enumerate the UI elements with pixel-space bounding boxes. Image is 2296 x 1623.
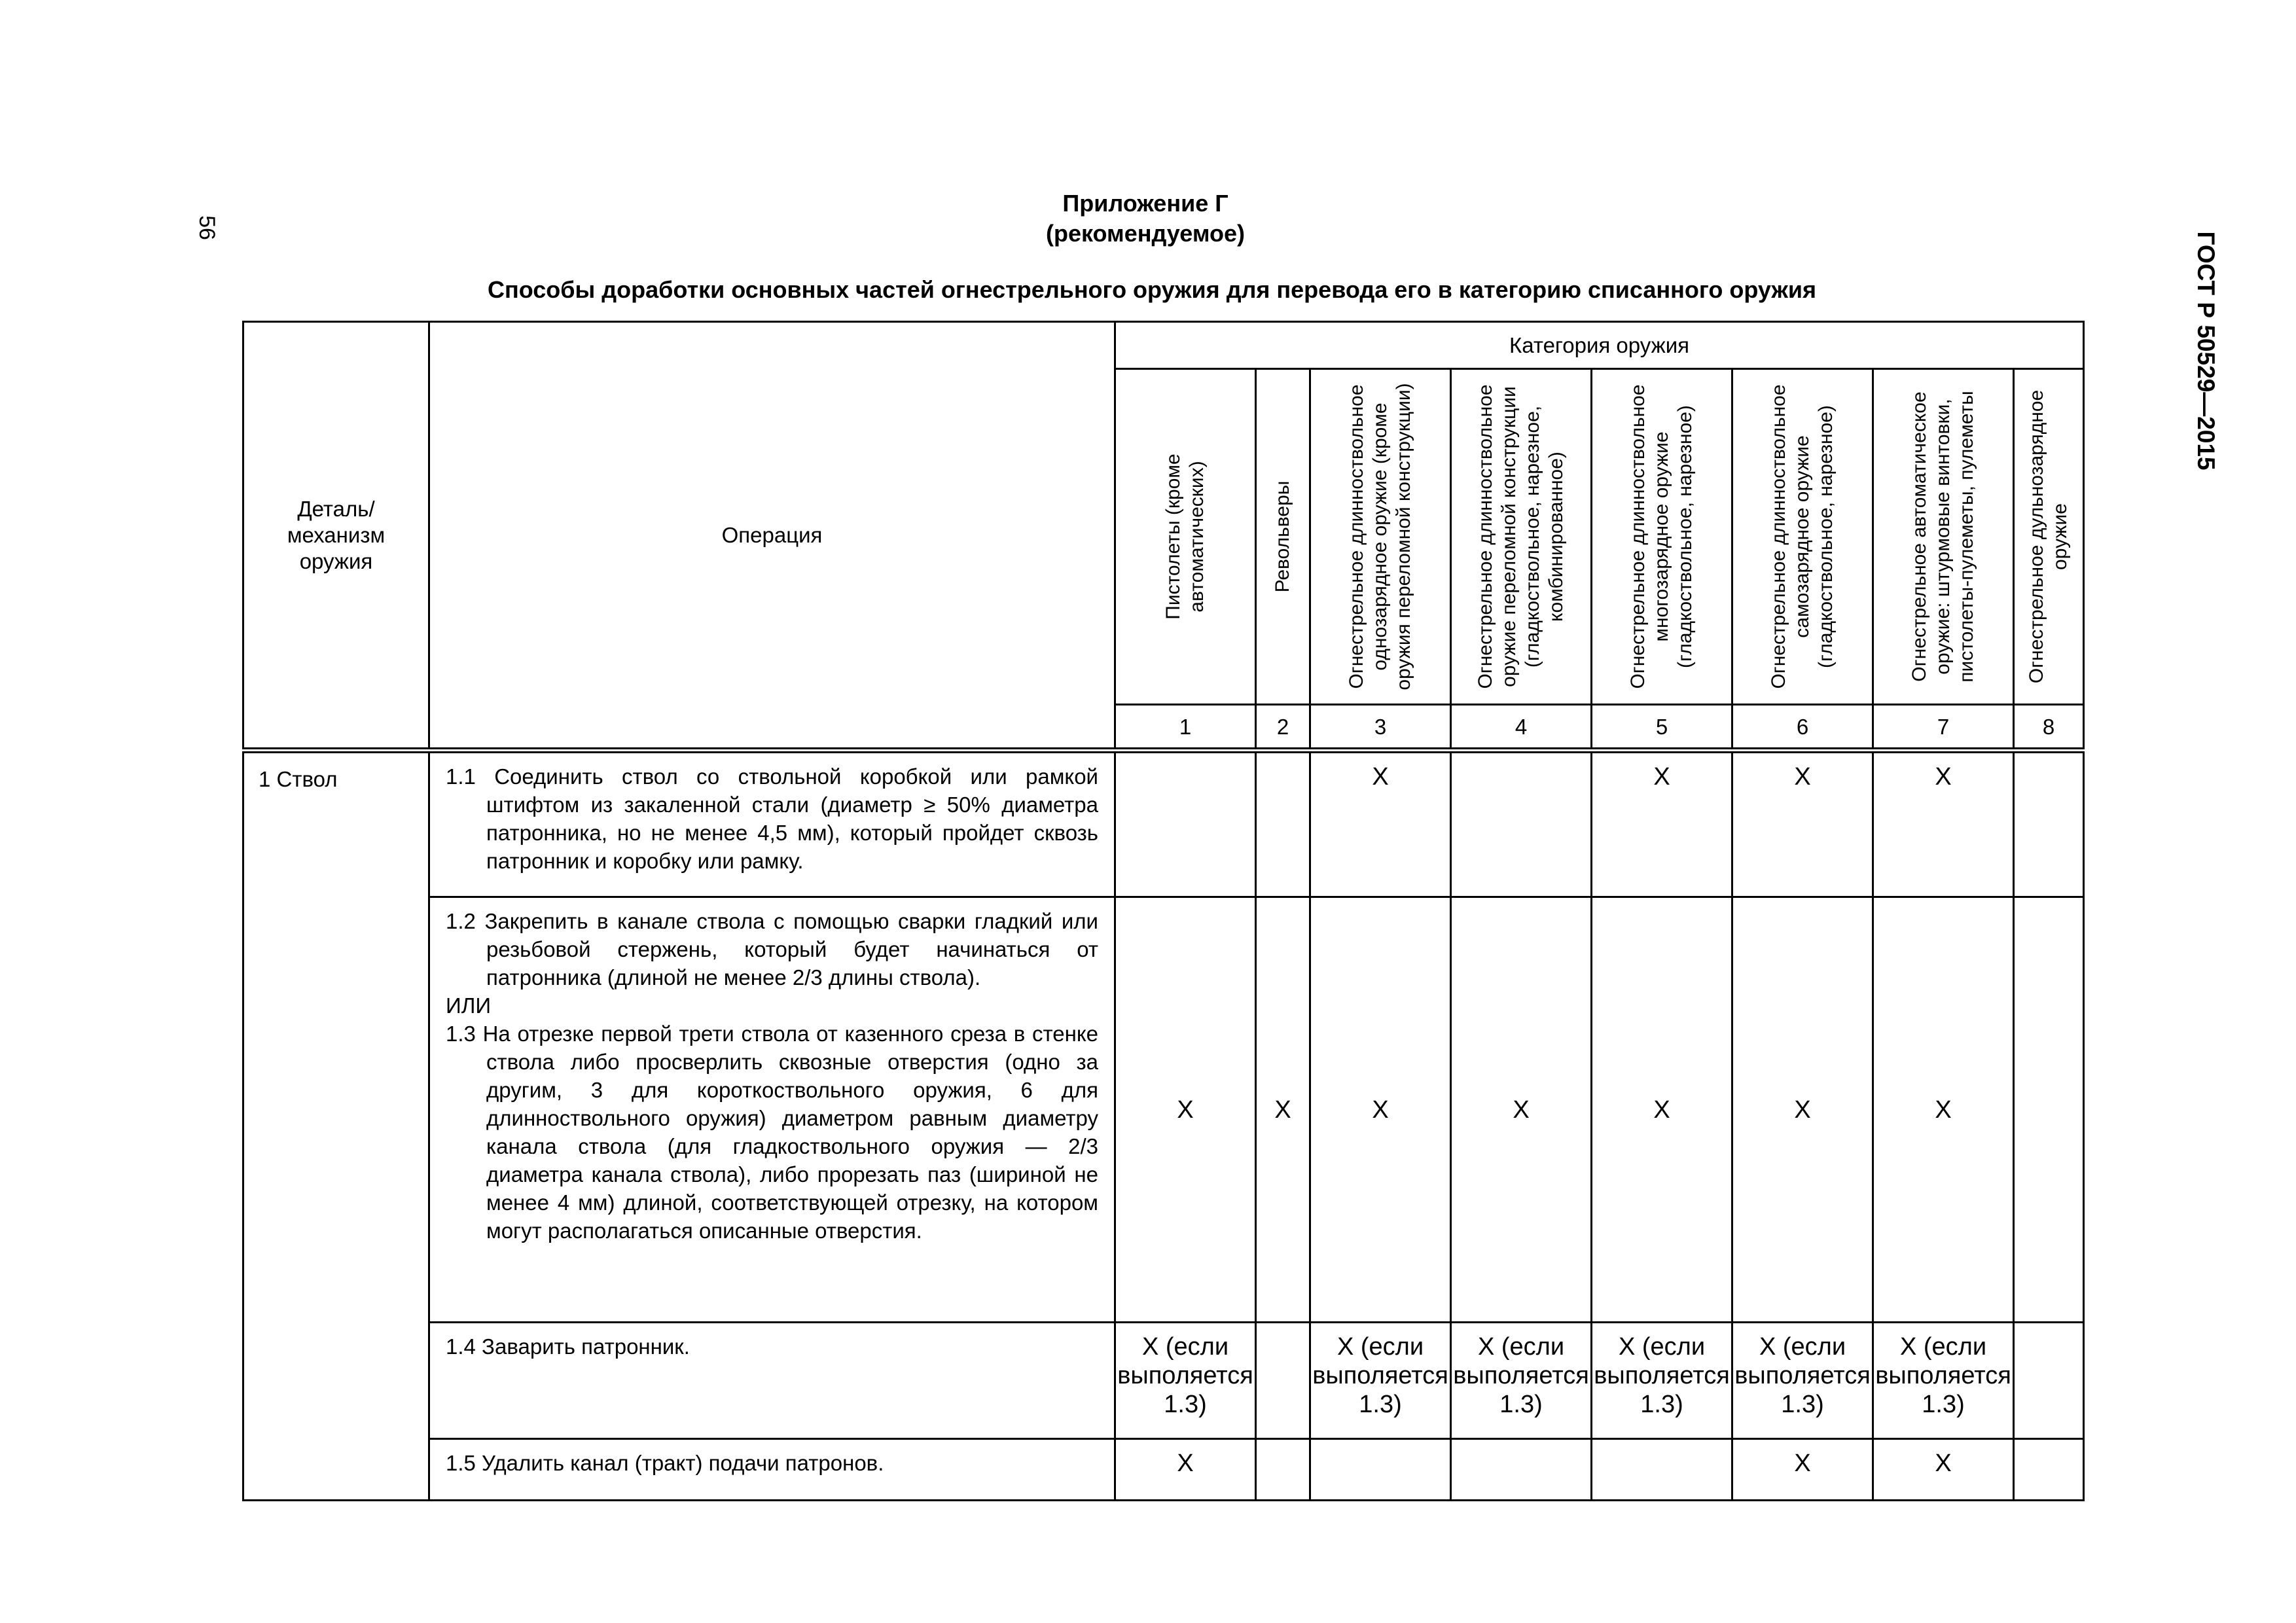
mark-cell: Х — [1732, 751, 1873, 897]
mark-cell: Х (если выполяется 1.3) — [1873, 1323, 2014, 1439]
mark-cell: Х (если выполяется 1.3) — [1451, 1323, 1592, 1439]
category-number: 7 — [1873, 705, 2014, 751]
conversion-table — [242, 321, 2085, 1501]
mark-cell: Х — [1310, 897, 1451, 1323]
category-number: 8 — [2014, 705, 2084, 751]
operation-cell — [429, 1323, 1115, 1439]
category-header-4 — [1451, 369, 1592, 705]
appendix-subtitle: (рекомендуемое) — [1046, 220, 1245, 247]
category-header-1 — [1115, 369, 1256, 705]
mark-cell: Х — [1592, 751, 1732, 897]
mark-cell: Х — [1873, 897, 2014, 1323]
category-number: 2 — [1256, 705, 1310, 751]
mark-cell: Х — [1732, 1439, 1873, 1501]
table-row — [243, 1439, 2084, 1501]
operation-cell — [429, 1439, 1115, 1501]
category-header-7 — [1873, 369, 2014, 705]
appendix-title: Приложение Г — [1062, 190, 1229, 217]
mark-cell: Х — [1256, 897, 1310, 1323]
mark-cell: Х (если выполяется 1.3) — [1310, 1323, 1451, 1439]
category-label: Огнестрельное длинноствольное однозарядное оружие (кроме оружия переломной конструкции) — [1346, 383, 1414, 690]
category-label: Огнестрельное длинноствольное самозарядное оружие (гладкоствольное, нарезное) — [1768, 384, 1837, 689]
mark-cell — [2014, 751, 2084, 897]
mark-cell — [1256, 751, 1310, 897]
category-number: 6 — [1732, 705, 1873, 751]
mark-cell — [2014, 1323, 2084, 1439]
header-category: Категория оружия — [1115, 322, 2084, 369]
category-header-3 — [1310, 369, 1451, 705]
operation-text: 1.3 На отрезке первой трети ствола от казенного среза в стенке ствола либо просверлить сквозные отверстия (одно за другим, 3 для короткоствольного оружия, 6 для длинноствольного оружия) диаметром равным диаметру канала ствола (для гладкоствольного оружия — 2/3 диаметра канала ствола), либо прорезать паз (шириной не менее 4 мм) длиной, соответствующей отрезку, на котором могут располагаться описанные отверстия. — [446, 1022, 1098, 1243]
category-header-6 — [1732, 369, 1873, 705]
mark-cell — [1115, 751, 1256, 897]
operation-text: 1.5 Удалить канал (тракт) подачи патронов. — [446, 1451, 884, 1475]
operation-text: 1.1 Соединить ствол со ствольной коробкой или рамкой штифтом из закаленной стали (диаметр ≥ 50% диаметра патронника, но не менее 4,5 мм), который пройдет сквозь патронник и коробку или рамку. — [446, 764, 1098, 873]
category-label: Огнестрельное дульнозарядное оружие — [2026, 389, 2071, 684]
mark-cell — [1310, 1439, 1451, 1501]
page-number: 56 — [194, 215, 219, 240]
mark-cell: Х — [1592, 897, 1732, 1323]
mark-cell: Х — [1310, 751, 1451, 897]
mark-cell: Х — [1115, 1439, 1256, 1501]
operation-text: 1.4 Заварить патронник. — [446, 1334, 690, 1359]
category-header-5 — [1592, 369, 1732, 705]
mark-cell: Х (если выполяется 1.3) — [1115, 1323, 1256, 1439]
mark-cell: Х — [1873, 1439, 2014, 1501]
category-header-8 — [2014, 369, 2084, 705]
category-label: Револьверы — [1272, 480, 1293, 593]
mark-cell — [2014, 1439, 2084, 1501]
table-row — [243, 1323, 2084, 1439]
operation-text: ИЛИ — [446, 993, 492, 1018]
category-number: 1 — [1115, 705, 1256, 751]
mark-cell — [1256, 1439, 1310, 1501]
mark-cell: Х — [1115, 897, 1256, 1323]
mark-cell — [1451, 751, 1592, 897]
category-label: Пистолеты (кроме автоматических) — [1162, 454, 1208, 620]
operation-cell — [429, 897, 1115, 1323]
mark-cell: Х — [1451, 897, 1592, 1323]
part-name: 1 Ствол — [243, 751, 429, 1501]
header-part: Деталь/ механизм оружия — [243, 322, 429, 751]
table-row — [243, 751, 2084, 897]
mark-cell: Х (если выполяется 1.3) — [1592, 1323, 1732, 1439]
category-label: Огнестрельное длинноствольное многозарядное оружие (гладкоствольное, нарезное) — [1627, 384, 1696, 689]
category-header-2 — [1256, 369, 1310, 705]
table-caption: Способы доработки основных частей огнестрельного оружия для перевода его в категорию списанного оружия — [488, 276, 1816, 303]
mark-cell: Х (если выполяется 1.3) — [1732, 1323, 1873, 1439]
operation-cell — [429, 751, 1115, 897]
category-label: Огнестрельное автоматическое оружие: штурмовые винтовки, пистолеты-пулеметы, пулеметы — [1909, 391, 1977, 683]
mark-cell — [1592, 1439, 1732, 1501]
category-number: 4 — [1451, 705, 1592, 751]
category-number: 5 — [1592, 705, 1732, 751]
table-row — [243, 897, 2084, 1323]
standard-id: ГОСТ Р 50529—2015 — [2193, 231, 2219, 471]
header-operation: Операция — [429, 322, 1115, 751]
mark-cell: Х — [1873, 751, 2014, 897]
category-number: 3 — [1310, 705, 1451, 751]
mark-cell — [1451, 1439, 1592, 1501]
category-label: Огнестрельное длинноствольное оружие переломной конструкции (гладкоствольное, нарезное, комбинированное) — [1475, 384, 1567, 689]
mark-cell — [2014, 897, 2084, 1323]
mark-cell — [1256, 1323, 1310, 1439]
mark-cell: Х — [1732, 897, 1873, 1323]
operation-text: 1.2 Закрепить в канале ствола с помощью сварки гладкий или резьбовой стержень, который будет начинаться от патронника (длиной не менее 2/3 длины ствола). — [446, 909, 1098, 990]
